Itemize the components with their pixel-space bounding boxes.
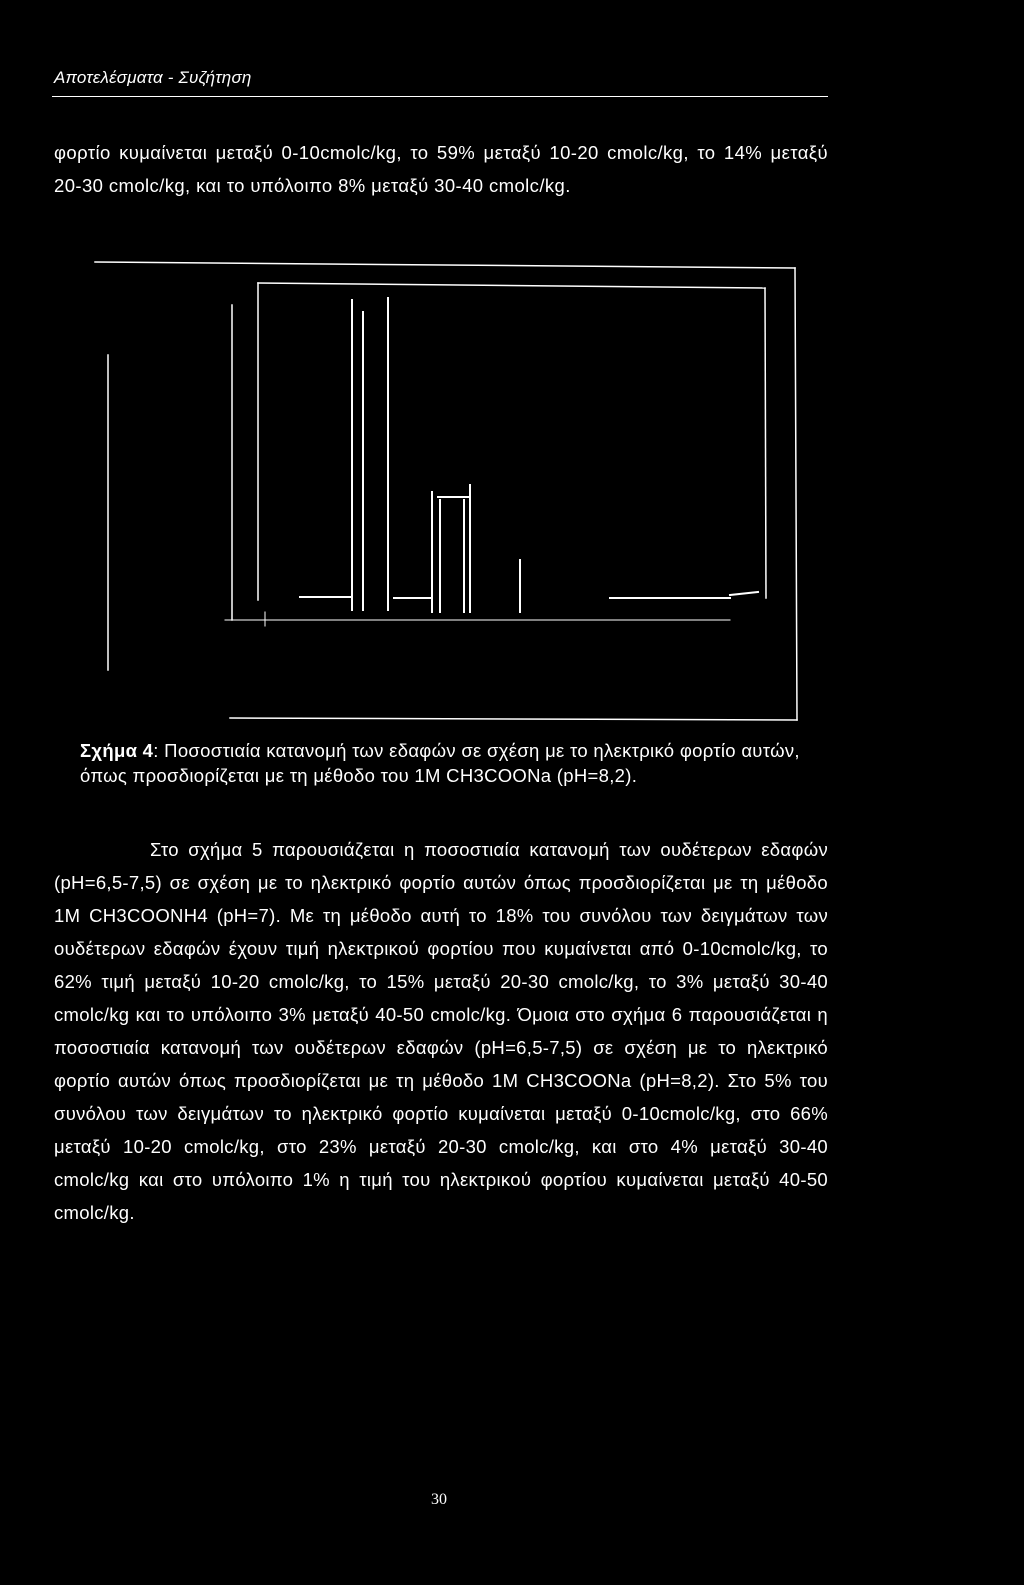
header-rule bbox=[52, 96, 828, 97]
figure-4-chart bbox=[0, 0, 1024, 735]
figure-label: Σχήμα 4 bbox=[80, 740, 154, 761]
running-header: Αποτελέσματα - Συζήτηση bbox=[54, 68, 252, 87]
paragraph-intro: φορτίο κυμαίνεται μεταξύ 0-10cmolc/kg, το 59% μεταξύ 10-20 cmolc/kg, το 14% μεταξύ 20-30 cmolc/kg, και το υπόλοιπο 8% μεταξύ 30-40 cmolc/kg. bbox=[54, 142, 828, 196]
page-number: 30 bbox=[431, 1491, 447, 1508]
inner-plot-frame bbox=[225, 283, 766, 620]
figure-caption-text: Ποσοστιαία κατανομή των εδαφών σε σχέση με το ηλεκτρικό φορτίο αυτών, όπως προσδιορίζεται με τη μέθοδο του 1M CH3COONa (pH=8,2). bbox=[80, 740, 800, 786]
outer-frame bbox=[95, 262, 797, 720]
figure-label-separator: : bbox=[153, 740, 165, 761]
figure-caption bbox=[80, 738, 800, 788]
histogram-bars bbox=[300, 298, 758, 612]
paragraph-results: Στο σχήμα 5 παρουσιάζεται η ποσοστιαία κατανομή των ουδέτερων εδαφών (pH=6,5-7,5) σε σχέση με το ηλεκτρικό φορτίο αυτών όπως προσδιορίζεται με τη μέθοδο 1M CH3COONH4 (pH=7). Με τη μέθοδο αυτή το 18% του συνόλου των δειγμάτων των ουδέτερων εδαφών έχουν τιμή ηλεκτρικού φορτίου που κυμαίνεται από 0-10cmolc/kg, το 62% τιμή μεταξύ 10-20 cmolc/kg, το 15% μεταξύ 20-30 cmolc/kg, το 3% μεταξύ 30-40 cmolc/kg και το υπόλοιπο 3% μεταξύ 40-50 cmolc/kg. Όμοια στο σχήμα 6 παρουσιάζεται η ποσοστιαία κατανομή των ουδέτερων εδαφών (pH=6,5-7,5) σε σχέση με το ηλεκτρικό φορτίο αυτών όπως προσδιορίζεται με τη μέθοδο 1M CH3COONa (pH=8,2). Στο 5% του συνόλου των δειγμάτων το ηλεκτρικό φορτίο κυμαίνεται μεταξύ 0-10cmolc/kg, στο 66% μεταξύ 10-20 cmolc/kg, στο 23% μεταξύ 20-30 cmolc/kg, και στο 4% μεταξύ 30-40 cmolc/kg και στο υπόλοιπο 1% η τιμή του ηλεκτρικού φορτίου κυμαίνεται μεταξύ 40-50 cmolc/kg. bbox=[54, 839, 828, 1223]
